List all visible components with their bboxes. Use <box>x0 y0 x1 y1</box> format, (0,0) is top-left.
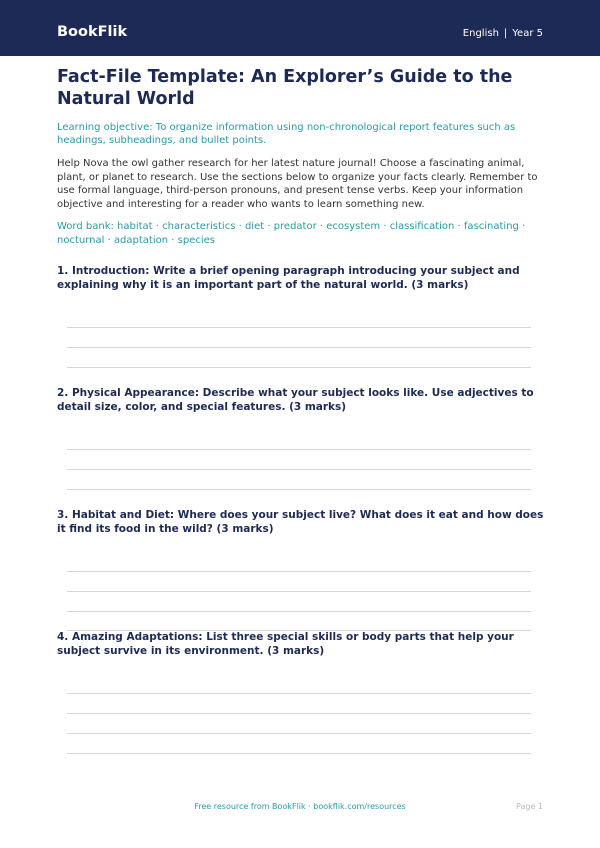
page-title: Fact-File Template: An Explorer’s Guide to the Natural World <box>57 67 513 109</box>
question-1: 1. Introduction: Write a brief opening paragraph introducing your subject and explaining why it is an important part of the natural world. (3 marks) <box>57 265 520 291</box>
answer-line[interactable] <box>67 693 531 694</box>
brand-logo-text[interactable]: BookFlik <box>57 24 128 40</box>
answer-line[interactable] <box>67 327 531 328</box>
question-3: 3. Habitat and Diet: Where does your subject live? What does it eat and how does it find its food in the wild? (3 marks) <box>57 509 544 535</box>
year-label: Year 5 <box>512 28 543 39</box>
answer-line[interactable] <box>67 611 531 612</box>
answer-line[interactable] <box>67 347 531 348</box>
answer-line[interactable] <box>67 713 531 714</box>
word-bank: Word bank: habitat · characteristics · diet · predator · ecosystem · classification · fascinating · nocturnal · adaptation · species <box>57 221 526 246</box>
answer-line[interactable] <box>67 591 531 592</box>
answer-line[interactable] <box>67 449 531 450</box>
answer-line[interactable] <box>67 469 531 470</box>
subject-label: English <box>462 28 499 39</box>
page-number: Page 1 <box>516 802 543 811</box>
answer-line[interactable] <box>67 733 531 734</box>
meta-separator: | <box>503 28 508 39</box>
answer-line[interactable] <box>67 367 531 368</box>
learning-objective: Learning objective: To organize information using non-chronological report features such as headings, subheadings, and bullet points. <box>57 122 516 146</box>
answer-line[interactable] <box>67 489 531 490</box>
answer-line[interactable] <box>67 753 531 754</box>
header-bar <box>0 0 600 56</box>
footer-text[interactable]: Free resource from BookFlik · bookflik.com/resources <box>194 802 406 811</box>
question-4: 4. Amazing Adaptations: List three special skills or body parts that help your subject survive in its environment. (3 marks) <box>57 631 514 657</box>
intro-paragraph: Help Nova the owl gather research for her latest nature journal! Choose a fascinating animal, plant, or planet to research. Use the sections below to organize your facts clearly. Remember to use formal language, third-person pronouns, and present tense verbs. Keep your information objective and interesting for a reader who wants to learn something new. <box>57 158 538 210</box>
answer-line[interactable] <box>67 571 531 572</box>
subject-year-label <box>463 28 543 39</box>
question-2: 2. Physical Appearance: Describe what your subject looks like. Use adjectives to detail size, color, and special features. (3 marks) <box>57 387 534 413</box>
